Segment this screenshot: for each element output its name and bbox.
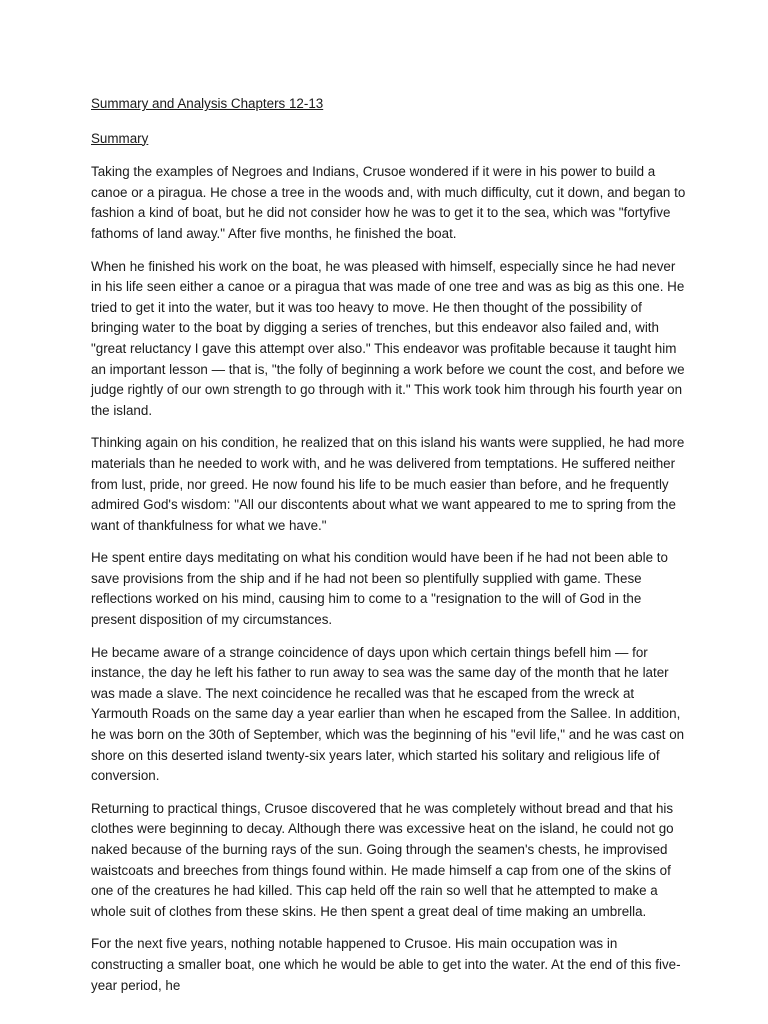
paragraph: Returning to practical things, Crusoe discovered that he was completely without bread and that his clothes were beginning to decay. Although there was excessive heat on the island, he could not go naked because of the burning rays of the sun. Going through the seamen's chests, he improvised waistcoats and breeches from things found within. He made himself a cap from one of the skins of one of the creatures he had killed. This cap held off the rain so well that he attempted to make a whole suit of clothes from these skins. He then spent a great deal of time making an umbrella. xyxy=(91,800,674,919)
paragraph: For the next five years, nothing notable happened to Crusoe. His main occupation was in constructing a smaller boat, one which he would be able to get into the water. At the end of this five-year period, he xyxy=(91,936,681,993)
document-title: Summary and Analysis Chapters 12-13 xyxy=(91,96,324,111)
paragraph: When he finished his work on the boat, he was pleased with himself, especially since he had never in his life seen either a canoe or a piragua that was made of one tree and was as big as this one. He tried to get it into the water, but it was too heavy to move. He then thought of the possibility of bringing water to the boat by digging a series of trenches, but this endeavor also failed and, with "great reluctancy I gave this attempt over also." This endeavor was profitable because it taught him an important lesson — that is, "the folly of beginning a work before we count the cost, and before we judge rightly of our own strength to go through with it." This work took him through his fourth year on the island. xyxy=(91,258,685,418)
paragraph: Taking the examples of Negroes and Indians, Crusoe wondered if it were in his power to build a canoe or a piragua. He chose a tree in the woods and, with much difficulty, cut it down, and began to fashion a kind of boat, but he did not consider how he was to get it to the sea, which was "fortyfive fathoms of land away." After five months, he finished the boat. xyxy=(91,164,686,241)
paragraph: He spent entire days meditating on what his condition would have been if he had not been able to save provisions from the ship and if he had not been so plentifully supplied with game. These reflections worked on his mind, causing him to come to a "resignation to the will of God in the present disposition of my circumstances. xyxy=(91,550,668,628)
paragraph: Thinking again on his condition, he realized that on this island his wants were supplied, he had more materials than he needed to work with, and he was delivered from temptations. He suffered neither from lust, pride, nor greed. He now found his life to be much easier than before, and he frequently admired God's wisdom: "All our discontents about what we want appeared to me to spring from the want of thankfulness for what we have." xyxy=(91,435,685,533)
section-heading: Summary xyxy=(91,130,149,146)
paragraph: He became aware of a strange coincidence of days upon which certain things befell him — for instance, the day he left his father to run away to sea was the same day of the month that he later was made a slave. The next coincidence he recalled was that he escaped from the wreck at Yarmouth Roads on the same day a year earlier than when he escaped from the Sallee. In addition, he was born on the 30th of September, which was the beginning of his "evil life," and he was cast on shore on this deserted island twenty-six years later, which started his solitary and religious life of conversion. xyxy=(91,644,685,784)
